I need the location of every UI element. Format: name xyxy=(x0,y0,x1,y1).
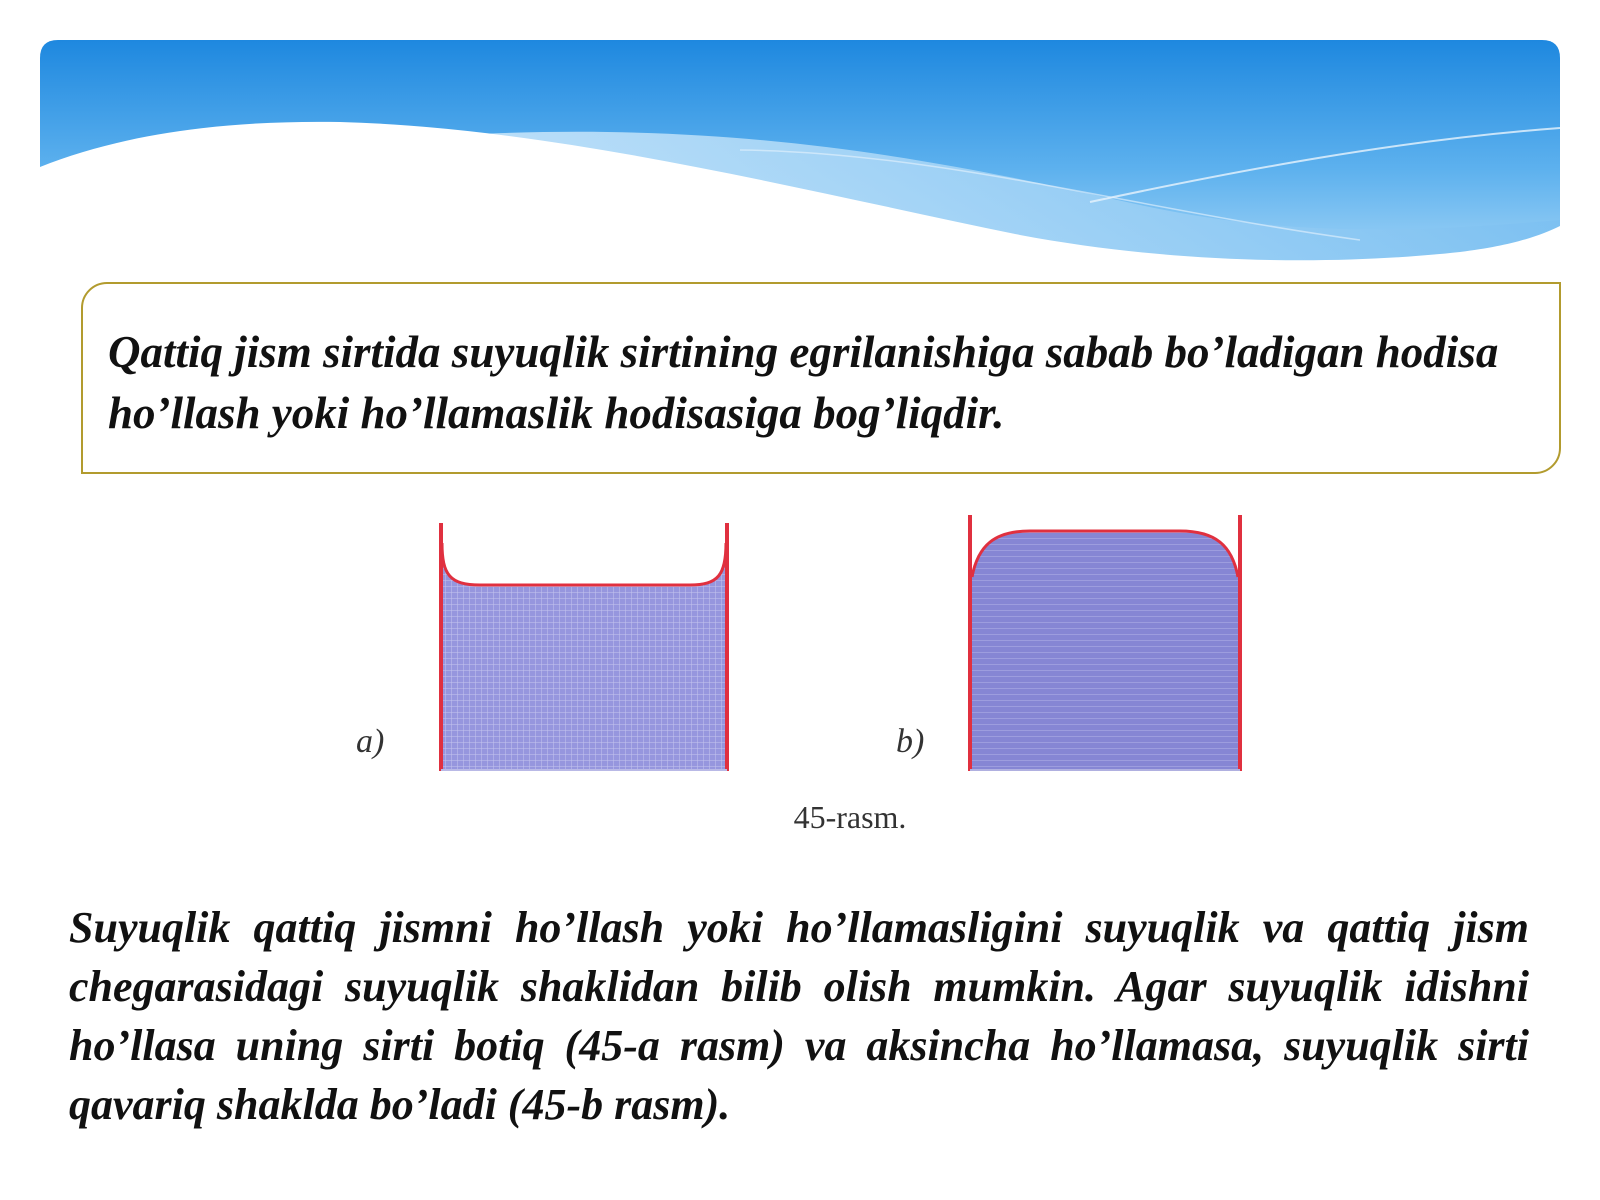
liquid-b xyxy=(972,531,1238,770)
label-b: b) xyxy=(896,723,925,760)
definition-box xyxy=(81,282,1561,474)
meniscus-a-concave xyxy=(442,543,726,585)
explanation-paragraph: Suyuqlik qattiq jismni ho’llash yoki ho’llamasligini suyuqlik va qattiq jism chegarasidagi suyuqlik shaklidan bilib olish mumkin. Agar suyuqlik idishni ho’llasa uning sirti botiq (45-a rasm) va aksincha ho’llamasa, suyuqlik sirti qavariq shaklda bo’ladi (45-b rasm). xyxy=(69,903,1529,1129)
header-wave-banner xyxy=(40,40,1560,275)
figure-45 xyxy=(350,515,1280,860)
liquid-a xyxy=(442,543,726,770)
definition-text: Qattiq jism sirtida suyuqlik sirtining egrilanishiga sabab bo’ladigan hodisa ho’llash yoki ho’llamaslik hodisasiga bog’liqdir. xyxy=(108,327,1499,438)
vessel-b-nonwetting xyxy=(970,515,1240,771)
label-a: a) xyxy=(356,723,385,760)
vessel-a-wetting xyxy=(441,523,727,771)
figure-caption: 45-rasm. xyxy=(793,799,907,835)
